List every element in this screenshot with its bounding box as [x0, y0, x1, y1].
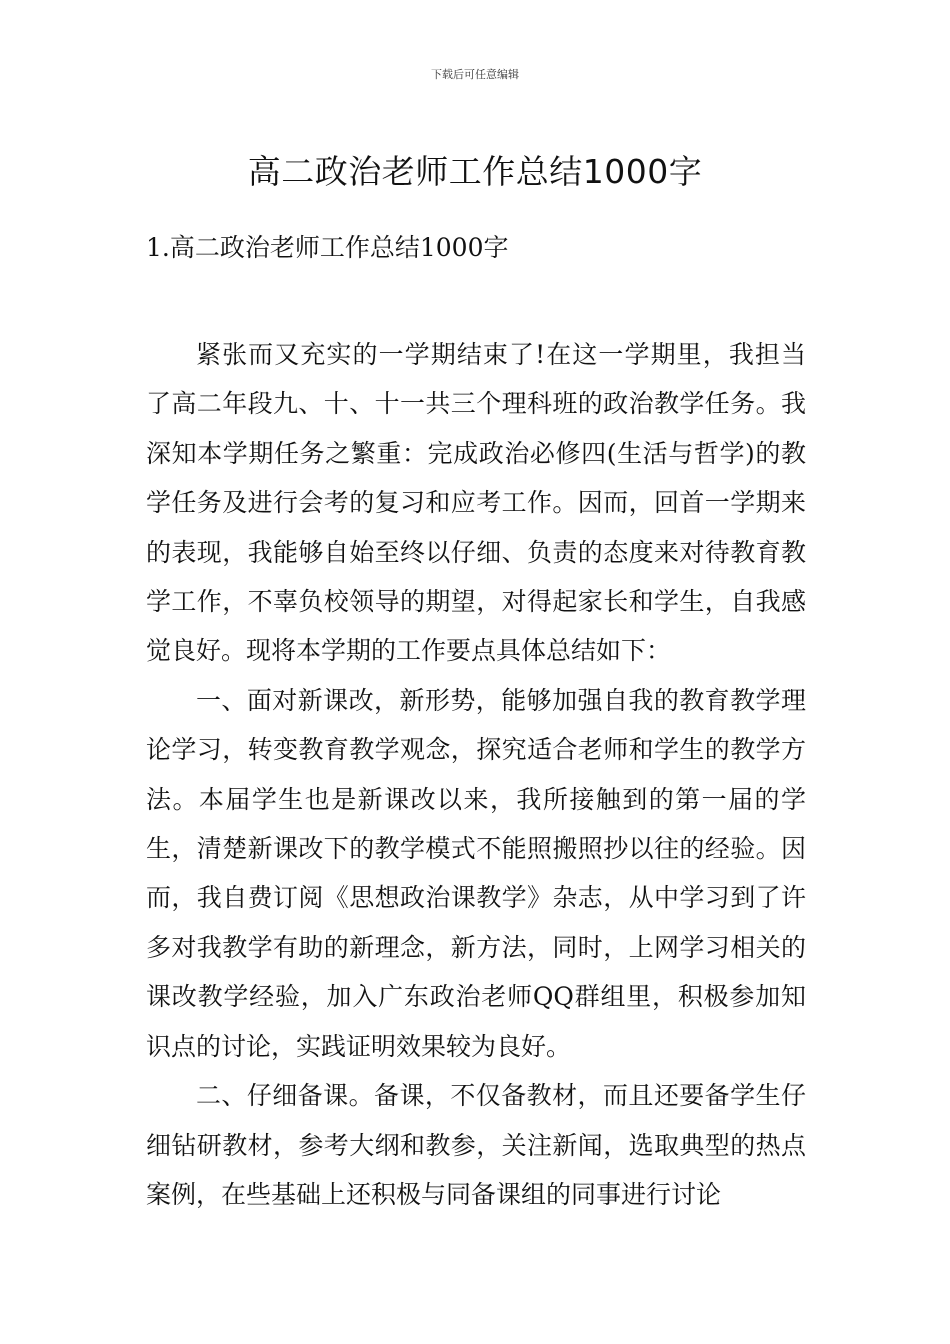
section-heading: 1.高二政治老师工作总结1000字	[146, 233, 509, 262]
paragraph-point-one: 一、面对新课改，新形势，能够加强自我的教育教学理论学习，转变教育教学观念，探究适合老师和学生的教学方法。本届学生也是新课改以来，我所接触到的第一届的学生，清楚新课改下的教学模式不能照搬照抄以往的经验。因而，我自费订阅《思想政治课教学》杂志，从中学习到了许多对我教学有助的新理念，新方法，同时，上网学习相关的课改教学经验，加入广东政治老师QQ群组里，积极参加知识点的讨论，实践证明效果较为良好。	[146, 685, 806, 1061]
paragraph-point-two: 二、仔细备课。备课，不仅备教材，而且还要备学生仔细钻研教材，参考大纲和教参，关注新闻，选取典型的热点案例，在些基础上还积极与同备课组的同事进行讨论	[146, 1081, 806, 1209]
header-note: 下载后可任意编辑	[431, 68, 519, 81]
document-title: 高二政治老师工作总结1000字	[247, 152, 703, 192]
body-text	[146, 330, 806, 1219]
paragraph-intro: 紧张而又充实的一学期结束了!在这一学期里，我担当了高二年段九、十、十一共三个理科班的政治教学任务。我深知本学期任务之繁重：完成政治必修四(生活与哲学)的教学任务及进行会考的复习和应考工作。因而，回首一学期来的表现，我能够自始至终以仔细、负责的态度来对待教育教学工作，不辜负校领导的期望，对得起家长和学生，自我感觉良好。现将本学期的工作要点具体总结如下：	[146, 340, 806, 666]
